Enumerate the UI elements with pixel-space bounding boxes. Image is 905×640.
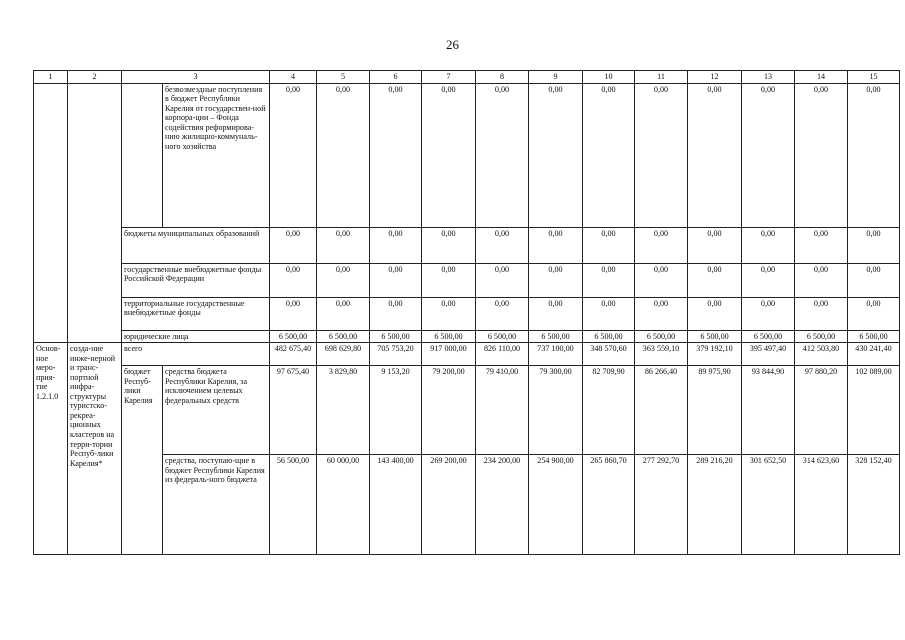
value-cell: 328 152,40 <box>848 455 900 555</box>
value-cell: 482 675,40 <box>270 343 317 366</box>
value-cell: 0,00 <box>270 83 317 227</box>
header-cell: 15 <box>848 71 900 84</box>
value-cell: 0,00 <box>370 297 422 330</box>
value-cell: 0,00 <box>422 297 476 330</box>
value-cell: 6 500,00 <box>476 330 529 343</box>
source-label: государственные внебюджетные фонды Российской Федерации <box>122 263 270 297</box>
source-label: безвозмездные поступления в бюджет Республики Карелия от государствен-ной корпора-ции – Фонда содействия реформирова-нию жилищно-коммуналь-ного хозяйства <box>163 83 270 227</box>
value-cell: 737 100,00 <box>529 343 583 366</box>
value-cell: 56 500,00 <box>270 455 317 555</box>
value-cell: 0,00 <box>635 83 688 227</box>
source-label: юридические лица <box>122 330 270 343</box>
value-cell: 265 860,70 <box>583 455 635 555</box>
value-cell: 93 844,90 <box>742 366 795 455</box>
value-cell: 705 753,20 <box>370 343 422 366</box>
value-cell: 430 241,40 <box>848 343 900 366</box>
value-cell: 363 559,10 <box>635 343 688 366</box>
header-cell: 14 <box>795 71 848 84</box>
table-row-legal-entities <box>34 330 900 343</box>
header-cell: 11 <box>635 71 688 84</box>
value-cell: 301 652,50 <box>742 455 795 555</box>
header-cell: 8 <box>476 71 529 84</box>
value-cell: 698 629,80 <box>317 343 370 366</box>
value-cell: 0,00 <box>583 297 635 330</box>
value-cell: 6 500,00 <box>688 330 742 343</box>
page-number: 26 <box>446 37 459 52</box>
header-cell: 3 <box>122 71 270 84</box>
source-label: всего <box>122 343 270 366</box>
header-cell: 7 <box>422 71 476 84</box>
value-cell: 412 503,80 <box>795 343 848 366</box>
value-cell: 0,00 <box>370 83 422 227</box>
value-cell: 0,00 <box>317 227 370 263</box>
value-cell: 6 500,00 <box>370 330 422 343</box>
value-cell: 0,00 <box>742 263 795 297</box>
value-cell: 3 829,80 <box>317 366 370 455</box>
value-cell: 0,00 <box>317 297 370 330</box>
value-cell: 0,00 <box>529 227 583 263</box>
value-cell: 6 500,00 <box>583 330 635 343</box>
value-cell: 143 400,00 <box>370 455 422 555</box>
empty-cell <box>122 83 163 227</box>
value-cell: 0,00 <box>742 83 795 227</box>
value-cell: 102 089,00 <box>848 366 900 455</box>
value-cell: 6 500,00 <box>270 330 317 343</box>
value-cell: 97 675,40 <box>270 366 317 455</box>
value-cell: 0,00 <box>422 263 476 297</box>
value-cell: 0,00 <box>529 83 583 227</box>
value-cell: 0,00 <box>848 83 900 227</box>
value-cell: 395 497,40 <box>742 343 795 366</box>
value-cell: 0,00 <box>422 227 476 263</box>
value-cell: 9 153,20 <box>370 366 422 455</box>
value-cell: 97 880,20 <box>795 366 848 455</box>
value-cell: 0,00 <box>270 297 317 330</box>
value-cell: 82 709,90 <box>583 366 635 455</box>
table-row-municipal <box>34 227 900 263</box>
value-cell: 6 500,00 <box>422 330 476 343</box>
value-cell: 917 000,00 <box>422 343 476 366</box>
value-cell: 0,00 <box>583 263 635 297</box>
header-cell: 1 <box>34 71 68 84</box>
source-label: территориальные государственные внебюджетные фонды <box>122 297 270 330</box>
value-cell: 0,00 <box>270 263 317 297</box>
value-cell: 0,00 <box>270 227 317 263</box>
source-label: средства бюджета Республики Карелия, за исключением целевых федеральных средств <box>163 366 270 455</box>
value-cell: 0,00 <box>848 297 900 330</box>
republic-budget-label: бюджет Респуб-лики Карелия <box>122 366 163 555</box>
header-cell: 6 <box>370 71 422 84</box>
value-cell: 254 900,00 <box>529 455 583 555</box>
event-code: Основ-ное меро-прия-тие 1.2.1.0 <box>34 343 68 555</box>
value-cell: 348 570,60 <box>583 343 635 366</box>
value-cell: 0,00 <box>583 227 635 263</box>
value-cell: 0,00 <box>317 263 370 297</box>
table-row-gratuitous <box>34 83 900 227</box>
value-cell: 6 500,00 <box>529 330 583 343</box>
value-cell: 826 110,00 <box>476 343 529 366</box>
header-cell: 5 <box>317 71 370 84</box>
table-row-own-funds <box>34 366 900 455</box>
value-cell: 0,00 <box>422 83 476 227</box>
event-name: созда-ние инже-нерной и транс-портной инфра-структуры туристско-рекреа-ционных кластеров на терри-тории Респуб-лики Карелия* <box>68 343 122 555</box>
value-cell: 0,00 <box>848 227 900 263</box>
value-cell: 0,00 <box>742 227 795 263</box>
header-cell: 12 <box>688 71 742 84</box>
value-cell: 6 500,00 <box>635 330 688 343</box>
empty-cell <box>34 83 68 343</box>
value-cell: 0,00 <box>795 263 848 297</box>
value-cell: 0,00 <box>529 297 583 330</box>
value-cell: 60 000,00 <box>317 455 370 555</box>
budget-table <box>33 70 900 555</box>
value-cell: 0,00 <box>370 227 422 263</box>
table-row-federal-funds <box>34 455 900 555</box>
value-cell: 0,00 <box>688 83 742 227</box>
value-cell: 0,00 <box>795 227 848 263</box>
value-cell: 0,00 <box>529 263 583 297</box>
value-cell: 0,00 <box>635 297 688 330</box>
value-cell: 6 500,00 <box>742 330 795 343</box>
value-cell: 0,00 <box>476 227 529 263</box>
value-cell: 0,00 <box>688 263 742 297</box>
source-label: средства, поступаю-щие в бюджет Республики Карелия из федераль-ного бюджета <box>163 455 270 555</box>
table-row-state-funds <box>34 263 900 297</box>
value-cell: 79 200,00 <box>422 366 476 455</box>
value-cell: 89 975,90 <box>688 366 742 455</box>
value-cell: 0,00 <box>370 263 422 297</box>
value-cell: 79 300,00 <box>529 366 583 455</box>
header-cell: 10 <box>583 71 635 84</box>
value-cell: 0,00 <box>476 83 529 227</box>
value-cell: 277 292,70 <box>635 455 688 555</box>
value-cell: 289 216,20 <box>688 455 742 555</box>
value-cell: 0,00 <box>688 227 742 263</box>
value-cell: 234 200,00 <box>476 455 529 555</box>
header-cell: 13 <box>742 71 795 84</box>
value-cell: 269 200,00 <box>422 455 476 555</box>
empty-cell <box>68 83 122 343</box>
header-cell: 9 <box>529 71 583 84</box>
value-cell: 0,00 <box>635 227 688 263</box>
value-cell: 0,00 <box>635 263 688 297</box>
value-cell: 6 500,00 <box>795 330 848 343</box>
value-cell: 0,00 <box>848 263 900 297</box>
value-cell: 79 410,00 <box>476 366 529 455</box>
value-cell: 314 623,60 <box>795 455 848 555</box>
value-cell: 0,00 <box>795 297 848 330</box>
table-row-total <box>34 343 900 366</box>
value-cell: 6 500,00 <box>317 330 370 343</box>
value-cell: 0,00 <box>795 83 848 227</box>
value-cell: 0,00 <box>476 297 529 330</box>
value-cell: 0,00 <box>742 297 795 330</box>
value-cell: 0,00 <box>476 263 529 297</box>
table-row-territorial <box>34 297 900 330</box>
value-cell: 6 500,00 <box>848 330 900 343</box>
header-cell: 2 <box>68 71 122 84</box>
header-row <box>34 71 900 84</box>
value-cell: 0,00 <box>583 83 635 227</box>
value-cell: 0,00 <box>317 83 370 227</box>
value-cell: 0,00 <box>688 297 742 330</box>
source-label: бюджеты муниципальных образований <box>122 227 270 263</box>
header-cell: 4 <box>270 71 317 84</box>
value-cell: 86 266,40 <box>635 366 688 455</box>
value-cell: 379 192,10 <box>688 343 742 366</box>
